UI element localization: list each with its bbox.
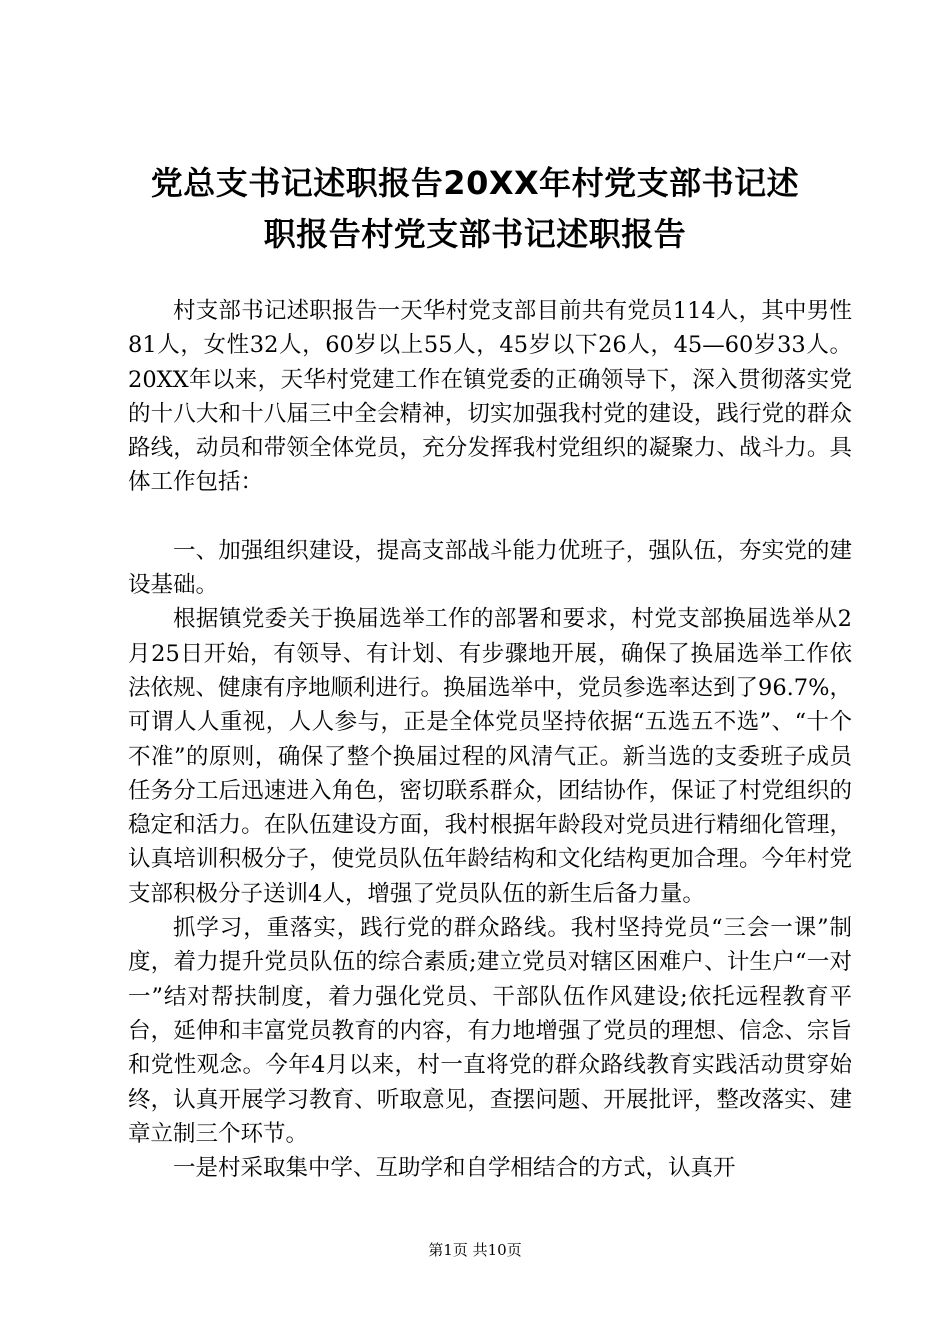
document-title — [110, 158, 840, 260]
paragraph-section-heading: 一、加强组织建设，提高支部战斗能力优班子，强队伍，夯实党的建设基础。 — [128, 537, 852, 599]
title-line-1: 党总支书记述职报告20XX年村党支部书记述 — [150, 164, 800, 202]
paragraph-method: 一是村采取集中学、互助学和自学相结合的方式，认真开 — [173, 1155, 736, 1182]
title-line-2: 职报告村党支部书记述职报告 — [263, 215, 687, 253]
paragraph-election: 根据镇党委关于换届选举工作的部署和要求，村党支部换届选举从2月25日开始，有领导、有计划、有步骤地开展，确保了换届选举工作依法依规、健康有序地顺利进行。换届选举中，党员参选率达到了96.7%，可谓人人重视，人人参与，正是全体党员坚持依据“五选五不选”、“十个不准”的原则，确保了整个换届过程的风清气正。新当选的支委班子成员任务分工后迅速进入角色，密切联系群众，团结协作，保证了村党组织的稳定和活力。在队伍建设方面，我村根据年龄段对党员进行精细化管理，认真培训积极分子，使党员队伍年龄结构和文化结构更加合理。今年村党支部积极分子送训4人，增强了党员队伍的新生后备力量。 — [128, 606, 852, 907]
paragraph-study: 抓学习，重落实，践行党的群众路线。我村坚持党员“三会一课”制度，着力提升党员队伍的综合素质;建立党员对辖区困难户、计生户“一对一”结对帮扶制度，着力强化党员、干部队伍作风建设;依托远程教育平台，延伸和丰富党员教育的内容，有力地增强了党员的理想、信念、宗旨和党性观念。今年4月以来，村一直将党的群众路线教育实践活动贯穿始终，认真开展学习教育、听取意见，查摆问题、开展批评，整改落实、建章立制三个环节。 — [128, 915, 852, 1147]
paragraph-spacer — [128, 500, 852, 534]
document-body — [128, 294, 852, 1185]
paragraph-intro: 村支部书记述职报告一天华村党支部目前共有党员114人，其中男性81人，女性32人，60岁以上55人，45岁以下26人，45—60岁33人。20XX年以来，天华村党建工作在镇党委的正确领导下，深入贯彻落实党的十八大和十八届三中全会精神，切实加强我村党的建设，践行党的群众路线，动员和带领全体党员，充分发挥我村党组织的凝聚力、战斗力。具体工作包括： — [128, 298, 852, 496]
page-number-footer: 第1页 共10页 — [428, 1241, 522, 1259]
